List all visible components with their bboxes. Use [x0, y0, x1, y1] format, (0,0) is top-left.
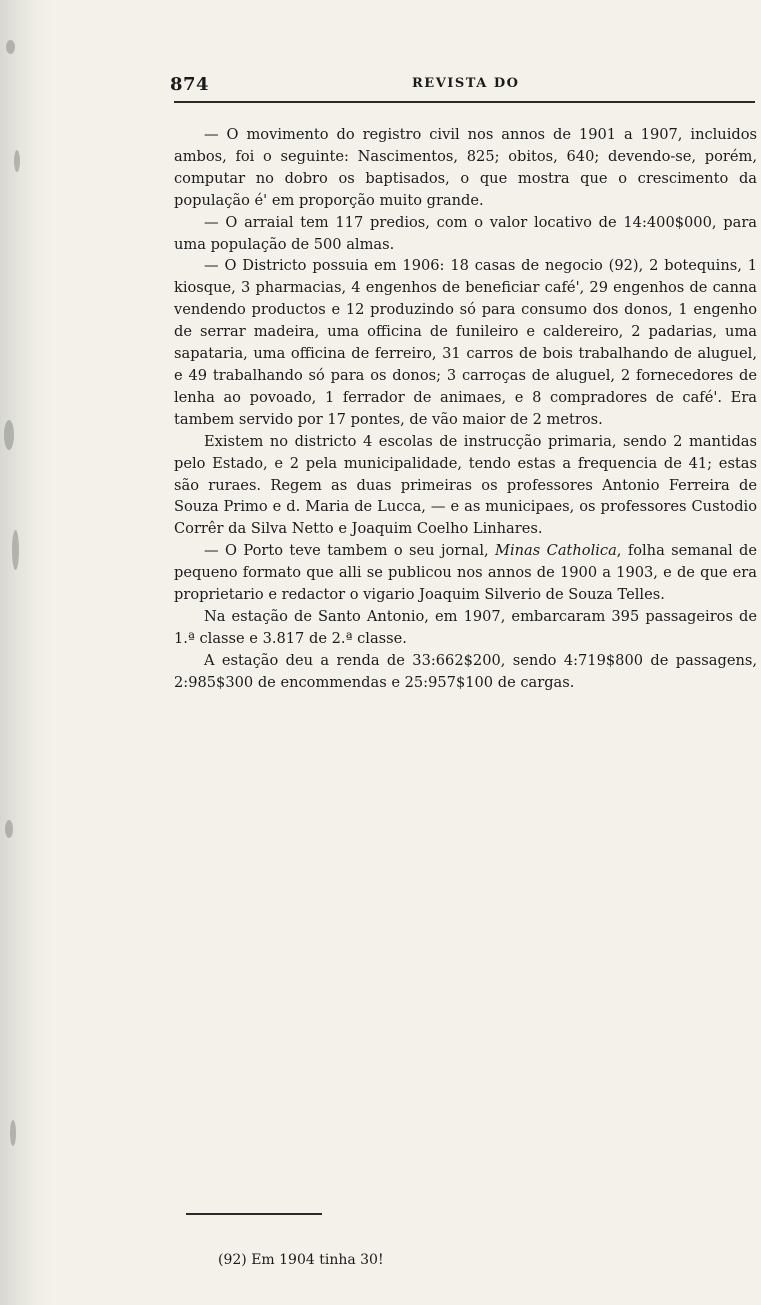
paragraph-text: Na estação de Santo Antonio, em 1907, embarcaram 395 passageiros de 1.ª classe e 3.817 de 2.ª classe. — [174, 607, 757, 647]
scan-speck — [6, 40, 15, 54]
page-header — [170, 74, 755, 100]
scan-speck — [10, 1120, 16, 1146]
paragraph-text: — O Porto teve tambem o seu jornal, — [204, 542, 496, 560]
footnote-rule — [186, 1213, 322, 1215]
paragraph-text: A estação deu a renda de 33:662$200, sendo 4:719$800 de passagens, 2:985$300 de encommendas e 25:957$100 de cargas. — [174, 651, 757, 691]
scan-speck — [12, 530, 19, 570]
paragraph-arraial — [174, 212, 757, 256]
paragraph-text: — O movimento do registro civil nos annos de 1901 a 1907, incluidos ambos, foi o seguinte: Nascimentos, 825; obitos, 640; devendo-se, porém, computar no dobro os baptisados, o que mostra que o crescimento da população é' em proporção muito grande. — [174, 126, 757, 209]
paragraph-districto — [174, 255, 757, 430]
paragraph-text: , folha semanal de pequeno formato que alli se publicou nos annos de 1900 a 1903, e de que era proprietario e redactor o vigario Joaquim Silverio de Souza Telles. — [174, 542, 757, 604]
paragraph-estacao-passageiros — [174, 606, 757, 650]
scan-speck — [14, 150, 20, 172]
paragraph-escolas — [174, 431, 757, 541]
paragraph-text: Existem no districto 4 escolas de instrucção primaria, sendo 2 mantidas pelo Estado, e 2 pela municipalidade, tendo estas a frequencia de 41; estas são ruraes. Regem as duas primeiras os professores Antonio Ferreira de Souza Primo e d. Maria de Lucca, — e as municipaes, os professores Custodio Corrêr da Silva Netto e Joaquim Coelho Linhares. — [174, 432, 757, 538]
paragraph-jornal — [174, 540, 757, 606]
footnote: (92) Em 1904 tinha 30! — [218, 1252, 384, 1268]
scan-speck — [4, 420, 14, 450]
scan-edge-shadow — [0, 0, 52, 1305]
header-rule — [174, 101, 755, 103]
newspaper-title: Minas Catholica — [495, 542, 617, 560]
page-number: 874 — [170, 74, 210, 95]
paragraph-text: — O arraial tem 117 predios, com o valor locativo de 14:400$000, para uma população de 500 almas. — [174, 213, 757, 253]
scan-speck — [5, 820, 13, 838]
paragraph-text: — O Districto possuia em 1906: 18 casas de negocio (92), 2 botequins, 1 kiosque, 3 pharmacias, 4 engenhos de beneficiar café', 29 engenhos de canna vendendo productos e 12 produzindo só para consumo dos donos, 1 engenho de serrar madeira, uma officina de funileiro e caldereiro, 2 padarias, uma sapataria, uma officina de ferreiro, 31 carros de bois trabalhando de aluguel, e 49 trabalhando só para os donos; 3 carroças de aluguel, 2 fornecedores de lenha ao povoado, 1 ferrador de animaes, e 8 compradores de café'. Era tambem servido por 17 pontes, de vão maior de 2 metros. — [174, 257, 757, 428]
paragraph-estacao-renda — [174, 650, 757, 694]
paragraph-registro-civil — [174, 124, 757, 212]
main-text — [174, 124, 757, 694]
running-title: REVISTA DO — [412, 76, 520, 91]
